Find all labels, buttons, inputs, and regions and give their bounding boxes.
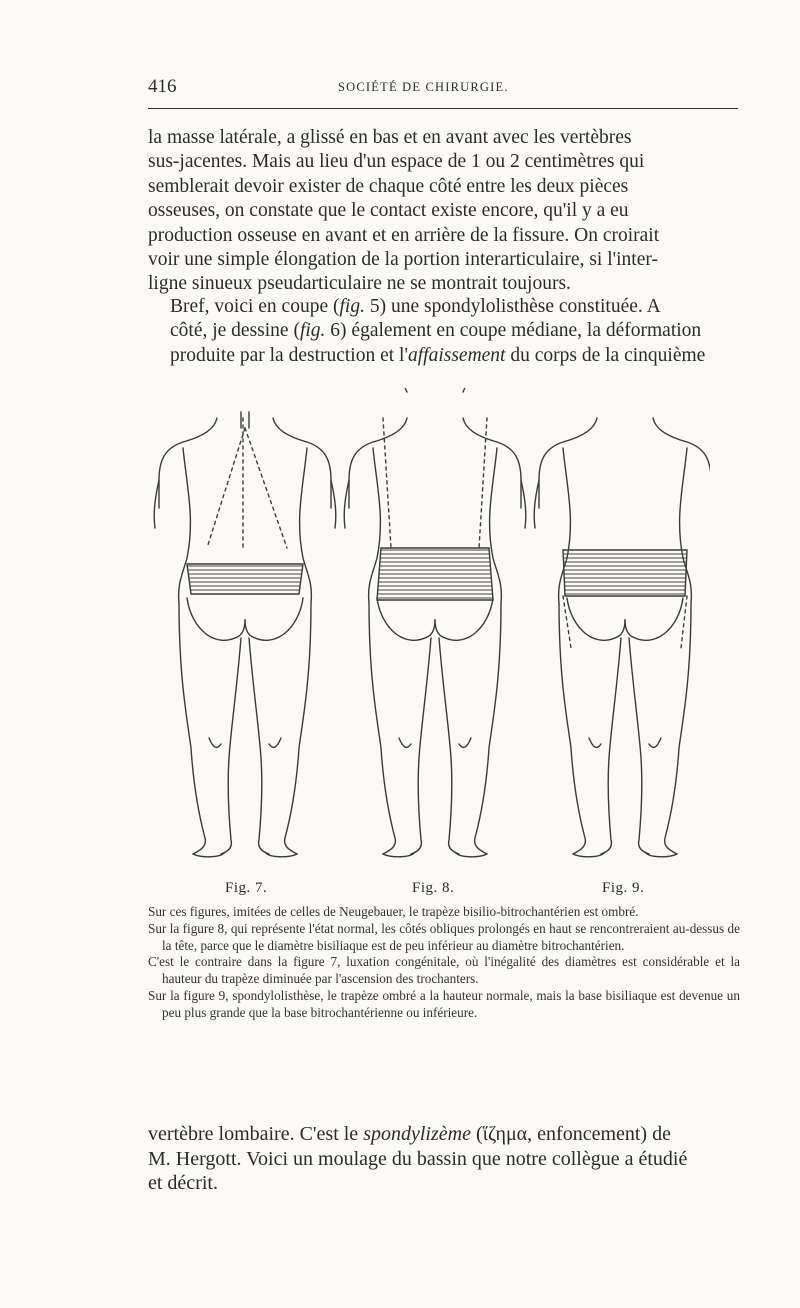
figure-illustration — [150, 388, 710, 878]
emphasis: spondylizème — [363, 1123, 471, 1145]
text-line: ligne sinueux pseudarticulaire ne se montrait toujours. — [148, 273, 571, 295]
figure-caption — [148, 904, 740, 1022]
text-line: produite par la destruction et l'affaissement du corps de la cinquième — [170, 344, 706, 366]
emphasis: affaissement — [407, 344, 506, 366]
caption-paragraph: Sur ces figures, imitées de celles de Neugebauer, le trapèze bisilio-bitrochantérien est ombré. — [148, 904, 639, 919]
text-line: osseuses, on constate que le contact existe encore, qu'il y a eu — [148, 200, 629, 222]
page-header — [148, 76, 738, 100]
paragraph-3 — [148, 1122, 738, 1196]
caption-paragraph: Sur la figure 9, spondylolisthèse, le trapèze ombré a la hauteur normale, mais la base bisiliaque est devenue un peu plus grande que la base bitrochantérienne ou inférieure. — [148, 987, 740, 1020]
text-line: la masse latérale, a glissé en bas et en avant avec les vertèbres — [148, 127, 632, 148]
page-number: 416 — [148, 76, 177, 97]
text-line: M. Hergott. Voici un moulage du bassin que notre collègue a étudié — [148, 1147, 688, 1170]
caption-paragraph: C'est le contraire dans la figure 7, luxation congénitale, où l'inégalité des diamètres est considérable et la hauteur du trapèze diminuée par l'ascension des trochanters. — [148, 954, 740, 987]
figure-8-label: Fig. 8. — [412, 880, 455, 896]
text-line: production osseuse en avant et en arrière de la fissure. On croirait — [148, 224, 660, 246]
text-line: Bref, voici en coupe (fig. 5) une spondylolisthèse constituée. A — [170, 296, 661, 317]
paragraph-2 — [148, 295, 738, 368]
running-title: SOCIÉTÉ DE CHIRURGIE. — [338, 80, 509, 94]
figure-7-label: Fig. 7. — [225, 880, 268, 896]
figure-9-label: Fig. 9. — [602, 880, 645, 896]
fig-reference: fig. — [339, 296, 365, 317]
text-line: vertèbre lombaire. C'est le spondylizème (ἵζημα, enfoncement) de — [148, 1123, 671, 1145]
text-line: et décrit. — [148, 1172, 218, 1194]
text-line: semblerait devoir exister de chaque côté entre les deux pièces — [148, 175, 629, 197]
caption-paragraph: Sur la figure 8, qui représente l'état normal, les côtés obliques prolongés en haut se rencontreraient au-dessus de la tête, parce que le diamètre bisiliaque est de peu inférieur au diamètre bitrochantérien. — [148, 920, 740, 953]
fig-reference: fig. — [299, 320, 326, 342]
text-line: sus-jacentes. Mais au lieu d'un espace de 1 ou 2 centimètres qui — [148, 151, 645, 173]
paragraph-1 — [148, 126, 738, 297]
text-line: côté, je dessine (fig. 6) également en coupe médiane, la déformation — [170, 320, 702, 342]
text-line: voir une simple élongation de la portion interarticulaire, si l'inter- — [148, 249, 658, 271]
header-rule — [148, 108, 738, 109]
